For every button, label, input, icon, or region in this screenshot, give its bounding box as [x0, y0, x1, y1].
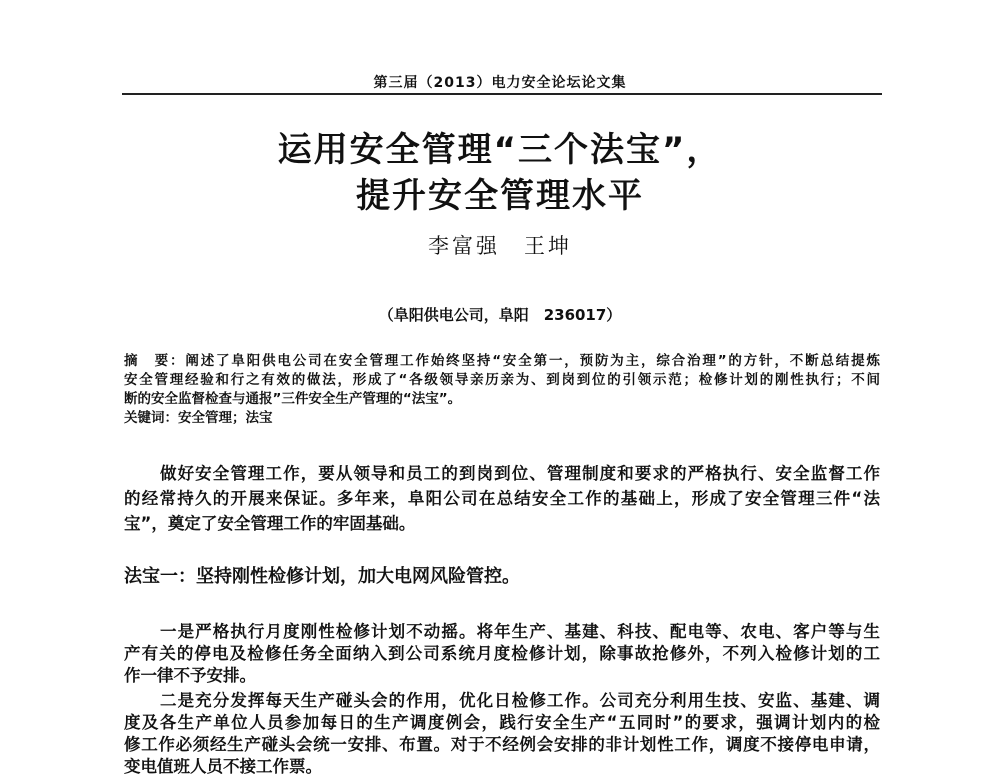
abstract-line: 安全管理经验和行之有效的做法，形成了“各级领导亲历亲为、到岗到位的引领示范；检修计划的刚性执行；不间	[124, 372, 880, 388]
title-line-1: 运用安全管理“三个法宝”，	[277, 130, 723, 170]
abstract-line: 摘 要：阐述了阜阳供电公司在安全管理工作始终坚持“安全第一，预防为主，综合治理”的方针，不断总结提炼	[124, 353, 880, 369]
header-rule	[122, 93, 882, 95]
title-line-2: 提升安全管理水平	[356, 176, 644, 216]
para2-line: 变电值班人员不接工作票。	[124, 757, 322, 776]
para1-line: 作一律不予安排。	[124, 666, 256, 685]
abstract-line: 断的安全监督检查与通报”三件安全生产管理的“法宝”。	[124, 391, 462, 407]
authors: 李富强 王坤	[428, 234, 572, 258]
affiliation: （阜阳供电公司，阜阳 236017）	[378, 306, 622, 324]
keywords: 关键词：安全管理；法宝	[124, 410, 273, 426]
para2-line: 二是充分发挥每天生产碰头会的作用，优化日检修工作。公司充分利用生技、安监、基建、调	[160, 691, 880, 710]
intro-line: 做好安全管理工作，要从领导和员工的到岗到位、管理制度和要求的严格执行、安全监督工作	[160, 464, 880, 483]
para2-line: 修工作必须经生产碰头会统一安排、布置。对于不经例会安排的非计划性工作，调度不接停电申请，	[124, 735, 880, 754]
running-header: 第三届（2013）电力安全论坛论文集	[373, 75, 627, 91]
intro-line: 的经常持久的开展来保证。多年来，阜阳公司在总结安全工作的基础上，形成了安全管理三件“法	[124, 489, 880, 508]
para1-line: 产有关的停电及检修任务全面纳入到公司系统月度检修计划，除事故抢修外，不列入检修计划的工	[124, 644, 880, 663]
para2-line: 度及各生产单位人员参加每日的生产调度例会，践行安全生产“五同时”的要求，强调计划内的检	[124, 713, 880, 732]
para1-line: 一是严格执行月度刚性检修计划不动摇。将年生产、基建、科技、配电等、农电、客户等与生	[160, 622, 880, 641]
section-heading: 法宝一：坚持刚性检修计划，加大电网风险管控。	[124, 566, 520, 587]
intro-line: 宝”，奠定了安全管理工作的牢固基础。	[124, 514, 416, 533]
